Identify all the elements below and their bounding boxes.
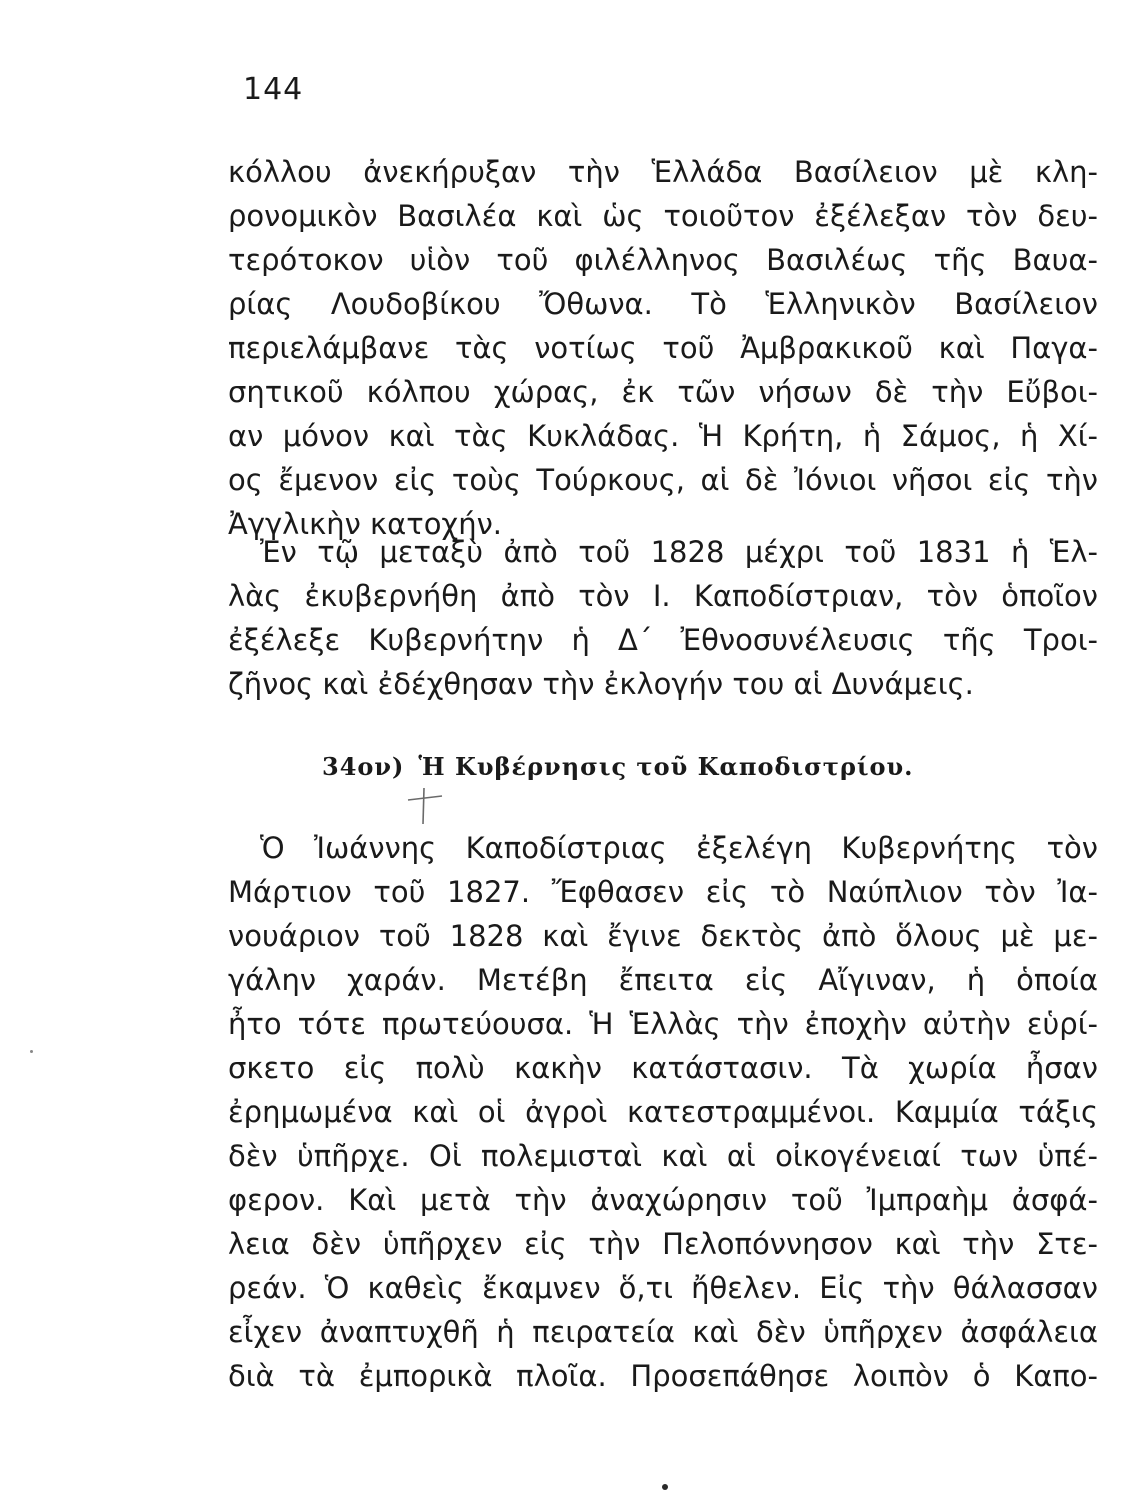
text-line: διὰ τὰ ἐμπορικὰ πλοῖα. Προσεπάθησε λοιπὸν ὁ Καπο- (228, 1359, 1098, 1393)
paragraph-2 (228, 530, 1098, 706)
text-line: ρονομικὸν Βασιλέα καὶ ὡς τοιοῦτον ἐξέλεξαν τὸν δευ- (228, 199, 1098, 233)
page-number: 144 (243, 72, 304, 107)
text-line: λεια δὲν ὑπῆρχεν εἰς τὴν Πελοπόννησον καὶ τὴν Στε- (228, 1227, 1098, 1261)
text-line: περιελάμβανε τὰς νοτίως τοῦ Ἀμβρακικοῦ καὶ Παγα- (228, 331, 1098, 365)
text-line: ἐξέλεξε Κυβερνήτην ἡ Δ΄ Ἐθνοσυνέλευσις τῆς Τροι- (228, 623, 1098, 657)
text-line: αν μόνον καὶ τὰς Κυκλάδας. Ἡ Κρήτη, ἡ Σάμος, ἡ Χί- (228, 419, 1098, 453)
text-line: ἐρημωμένα καὶ οἱ ἀγροὶ κατεστραμμένοι. Καμμία τάξις (228, 1095, 1098, 1129)
text-line: Μάρτιον τοῦ 1827. Ἔφθασεν εἰς τὸ Ναύπλιον τὸν Ἰα- (228, 875, 1098, 909)
paragraph-3 (228, 826, 1098, 1398)
text-line: γάλην χαράν. Μετέβη ἔπειτα εἰς Αἴγιναν, ἡ ὁποία (228, 963, 1098, 997)
text-line: Ἐν τῷ μεταξὺ ἀπὸ τοῦ 1828 μέχρι τοῦ 1831 ἡ Ἑλ- (260, 535, 1098, 569)
text-line: εἶχεν ἀναπτυχθῆ ἡ πειρατεία καὶ δὲν ὑπῆρχεν ἀσφάλεια (228, 1315, 1098, 1349)
section-number: 34ον) (322, 752, 405, 781)
section-title: Ἡ Κυβέρνησις τοῦ Καποδιστρίου. (418, 752, 914, 781)
text-line: Ἀγγλικὴν κατοχήν. (228, 507, 502, 541)
text-line: ζῆνος καὶ ἐδέχθησαν τὴν ἐκλογήν του αἱ Δυνάμεις. (228, 667, 974, 701)
text-line: νουάριον τοῦ 1828 καὶ ἔγινε δεκτὸς ἀπὸ ὅλους μὲ με- (228, 919, 1098, 953)
text-line: ρεάν. Ὁ καθεὶς ἔκαμνεν ὅ,τι ἤθελεν. Εἰς τὴν θάλασσαν (228, 1271, 1098, 1305)
paragraph-1 (228, 150, 1098, 546)
section-heading (322, 752, 914, 781)
text-line: σητικοῦ κόλπου χώρας, ἐκ τῶν νήσων δὲ τὴν Εὔβοι- (228, 375, 1098, 409)
ink-speck (662, 1484, 668, 1490)
text-line: ος ἔμενον εἰς τοὺς Τούρκους, αἱ δὲ Ἰόνιοι νῆσοι εἰς τὴν (228, 463, 1098, 497)
text-line: κόλλου ἀνεκήρυξαν τὴν Ἑλλάδα Βασίλειον μὲ κλη- (228, 155, 1098, 189)
text-line: ἦτο τότε πρωτεύουσα. Ἡ Ἑλλὰς τὴν ἐποχὴν αὐτὴν εὑρί- (228, 1007, 1098, 1041)
text-line: Ὁ Ἰωάννης Καποδίστριας ἐξελέγη Κυβερνήτης τὸν (260, 831, 1098, 865)
pencil-cross-mark (404, 786, 444, 826)
text-line: ρίας Λουδοβίκου Ὄθωνα. Τὸ Ἑλληνικὸν Βασίλειον (228, 287, 1098, 321)
text-line: δὲν ὑπῆρχε. Οἱ πολεμισταὶ καὶ αἱ οἰκογένειαί των ὑπέ- (228, 1139, 1098, 1173)
text-line: τερότοκον υἱὸν τοῦ φιλέλληνος Βασιλέως τῆς Βαυα- (228, 243, 1098, 277)
ink-speck (30, 1050, 33, 1053)
text-line: φερον. Καὶ μετὰ τὴν ἀναχώρησιν τοῦ Ἰμπραὴμ ἀσφά- (228, 1183, 1098, 1217)
text-line: λὰς ἐκυβερνήθη ἀπὸ τὸν Ι. Καποδίστριαν, τὸν ὁποῖον (228, 579, 1098, 613)
text-line: σκετο εἰς πολὺ κακὴν κατάστασιν. Τὰ χωρία ἦσαν (228, 1051, 1098, 1085)
